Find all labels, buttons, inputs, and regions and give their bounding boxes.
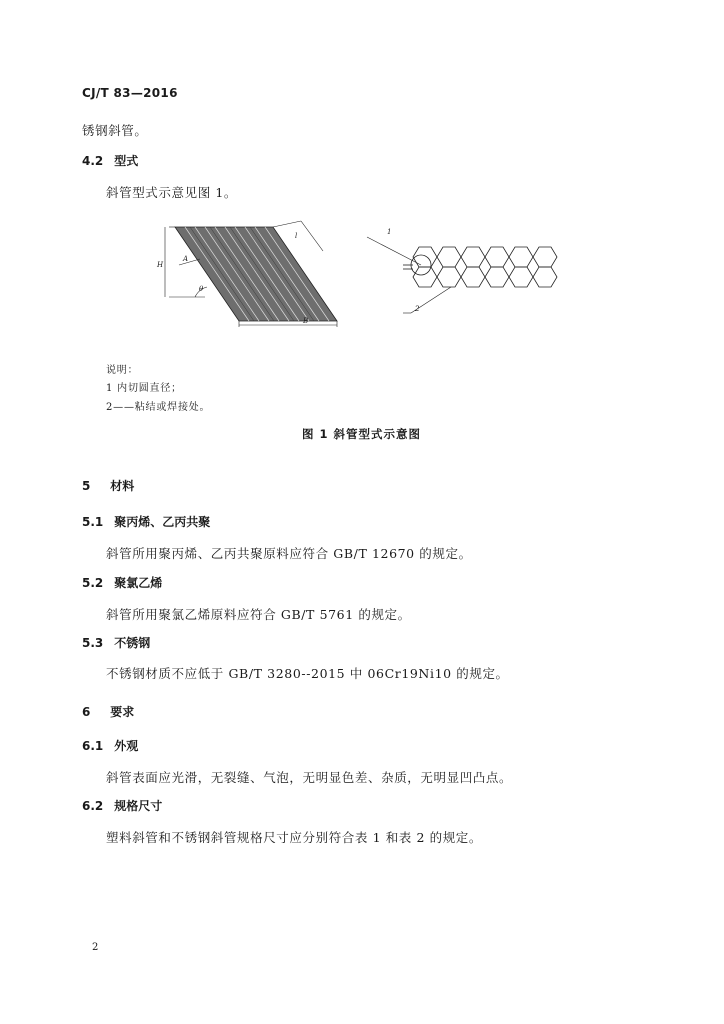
section-number: 6: [82, 705, 91, 719]
label-h: H: [157, 261, 164, 269]
label-l: l: [295, 232, 298, 240]
legend-item-2: 2——粘结或焊接处。: [106, 402, 211, 413]
inclined-tube-bundle: [156, 221, 337, 327]
section-4-2-heading: [82, 152, 138, 169]
section-5-3-text: 不锈钢材质不应低于 GB/T 3280--2015 中 06Cr19Ni10 的规定。: [106, 666, 509, 681]
section-number: 5.2: [82, 576, 104, 590]
section-6-1-text: 斜管表面应光滑，无裂缝、气泡，无明显色差、杂质，无明显凹凸点。: [106, 770, 513, 785]
label-a: A: [183, 255, 189, 263]
label-b: B: [303, 317, 309, 325]
section-title: 不锈钢: [114, 636, 151, 650]
intro-line: 锈钢斜管。: [82, 123, 148, 138]
label-2: 2: [415, 305, 420, 313]
section-title: 要求: [110, 705, 135, 719]
section-5-heading: [82, 477, 134, 494]
section-6-2-heading: [82, 797, 162, 814]
section-title: 型式: [114, 154, 139, 168]
section-number: 5.3: [82, 636, 104, 650]
section-title: 材料: [110, 479, 135, 493]
section-5-1-text: 斜管所用聚丙烯、乙丙共聚原料应符合 GB/T 12670 的规定。: [106, 546, 472, 561]
legend-item-1: 1 内切圆直径；: [106, 383, 182, 394]
label-1: 1: [387, 228, 392, 236]
figure-caption: 图 1 斜管型式示意图: [302, 427, 422, 441]
section-5-2-text: 斜管所用聚氯乙烯原料应符合 GB/T 5761 的规定。: [106, 607, 411, 622]
honeycomb-cross-section: [367, 237, 557, 313]
page-number: 2: [92, 942, 100, 953]
section-5-1-heading: [82, 513, 210, 530]
section-title: 规格尺寸: [114, 799, 163, 813]
legend-title: 说明：: [106, 365, 139, 376]
section-5-2-heading: [82, 574, 162, 591]
section-title: 聚氯乙烯: [114, 576, 163, 590]
section-6-2-text: 塑料斜管和不锈钢斜管规格尺寸应分别符合表 1 和表 2 的规定。: [106, 830, 483, 845]
section-6-1-heading: [82, 737, 138, 754]
section-number: 6.1: [82, 739, 104, 753]
section-number: 4.2: [82, 154, 104, 168]
section-5-3-heading: [82, 634, 150, 651]
section-number: 6.2: [82, 799, 104, 813]
section-title: 外观: [114, 739, 139, 753]
label-theta: θ: [199, 285, 204, 293]
section-title: 聚丙烯、乙丙共聚: [114, 515, 211, 529]
section-number: 5.1: [82, 515, 104, 529]
section-4-2-text: 斜管型式示意见图 1。: [106, 185, 238, 200]
standard-code: CJ/T 83—2016: [82, 86, 178, 100]
figure-1-diagram: [155, 215, 575, 335]
section-number: 5: [82, 479, 91, 493]
section-6-heading: [82, 703, 134, 720]
